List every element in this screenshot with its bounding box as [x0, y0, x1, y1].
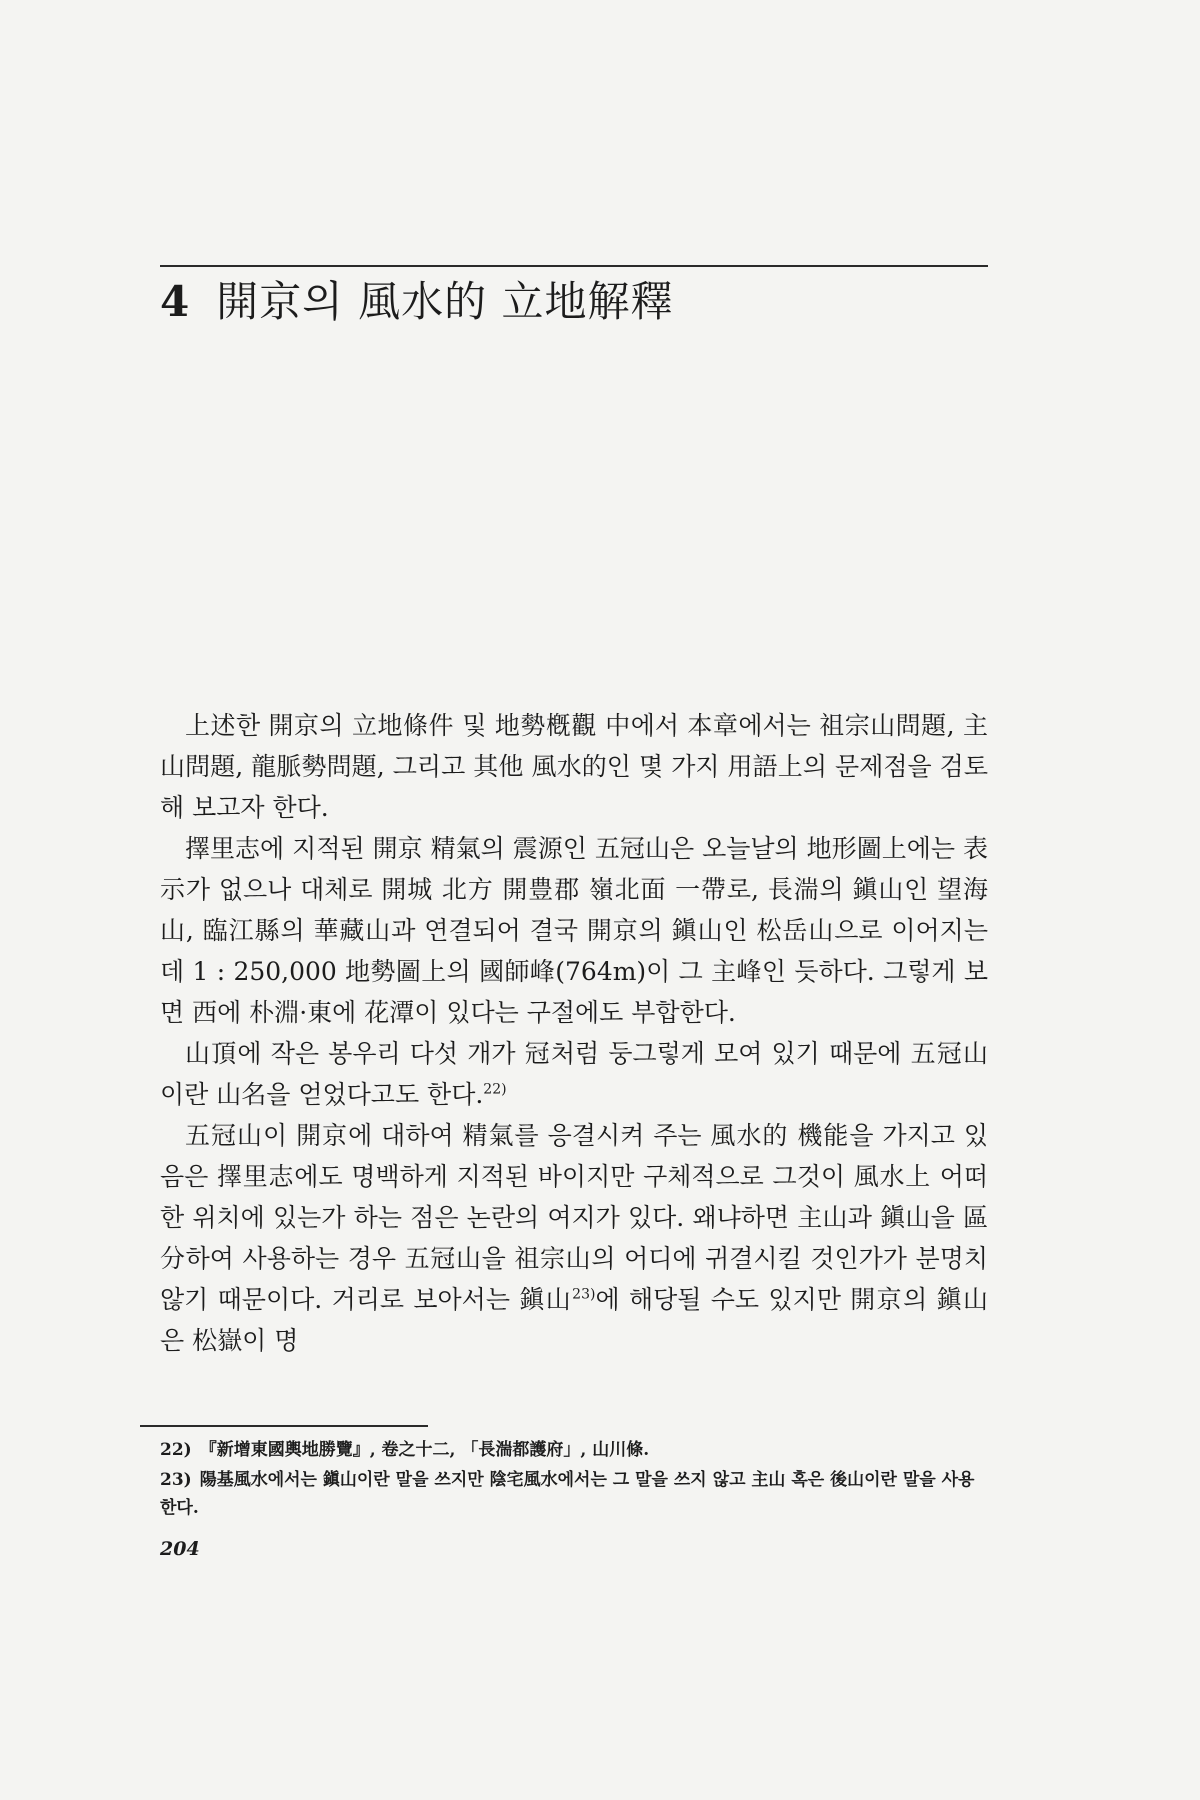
footnote-ref-23[interactable]: 23)	[572, 1286, 596, 1303]
chapter-rule	[160, 265, 988, 267]
footnote-number: 23)	[160, 1470, 192, 1490]
footnote-ref-22[interactable]: 22)	[483, 1081, 507, 1098]
paragraph	[160, 1033, 988, 1115]
footnotes	[160, 1436, 988, 1524]
footnote-number: 22)	[160, 1440, 192, 1460]
paragraph-text: 五冠山이 開京에 대하여 精氣를 응결시켜 주는 風水的 機能을 가지고 있음은 擇里志에도 명백하게 지적된 바이지만 구체적으로 그것이 風水上 어떠한 위치에 있는가 하는 점은 논란의 여지가 있다. 왜냐하면 主山과 鎭山을 區分하여 사용하는 경우 五冠山을 祖宗山의 어디에 귀결시킬 것인가가 분명치 않기 때문이다. 거리로 보아서는 鎭山	[160, 1121, 988, 1314]
footnote-rule	[140, 1425, 428, 1427]
paragraph-text: 上述한 開京의 立地條件 및 地勢槪觀 中에서 本章에서는 祖宗山問題, 主山問題, 龍脈勢問題, 그리고 其他 風水的인 몇 가지 用語上의 문제점을 검토해 보고자 한다.	[160, 711, 988, 822]
paragraph-text: 山頂에 작은 봉우리 다섯 개가 冠처럼 둥그렇게 모여 있기 때문에 五冠山이란 山名을 얻었다고도 한다.	[160, 1039, 988, 1109]
chapter-title: 開京의 風水的 立地解釋	[216, 277, 674, 326]
footnote-text: 『新增東國輿地勝覽』, 卷之十二, 「長湍都護府」, 山川條.	[199, 1440, 650, 1460]
footnote-text: 陽基風水에서는 鎭山이란 말을 쓰지만 陰宅風水에서는 그 말을 쓰지 않고 主山 혹은 後山이란 말을 사용한다.	[160, 1470, 975, 1518]
body-text	[160, 705, 988, 1361]
footnote-23	[160, 1466, 988, 1522]
footnote-22	[160, 1436, 988, 1464]
paragraph	[160, 705, 988, 828]
chapter-heading	[160, 272, 988, 332]
chapter-number: 4	[160, 277, 191, 326]
paragraph-text: 擇里志에 지적된 開京 精氣의 震源인 五冠山은 오늘날의 地形圖上에는 表示가 없으나 대체로 開城 北方 開豊郡 嶺北面 一帶로, 長湍의 鎭山인 望海山, 臨江縣의 華藏山과 연결되어 결국 開京의 鎭山인 松岳山으로 이어지는데 1 : 250,000 地勢圖上의 國師峰(764m)이 그 主峰인 듯하다. 그렇게 보면 西에 朴淵·東에 花潭이 있다는 구절에도 부합한다.	[160, 834, 988, 1027]
paragraph	[160, 1115, 988, 1361]
paragraph-text-after: 에 해당될 수도 있지만 開京의 鎭山은 松嶽이 명	[160, 1285, 988, 1355]
page-number: 204	[160, 1538, 200, 1560]
paragraph	[160, 828, 988, 1033]
